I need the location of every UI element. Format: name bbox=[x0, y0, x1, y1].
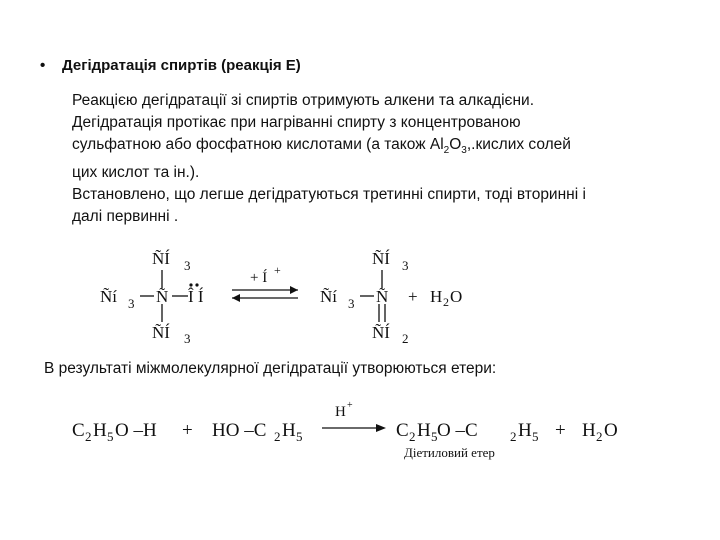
r1-bottom-sub: 3 bbox=[184, 331, 191, 346]
r1-water: H bbox=[430, 287, 443, 306]
r1p-bottom-group: ÑÍ bbox=[372, 323, 390, 342]
r1-left-sub: 3 bbox=[128, 296, 135, 311]
r2-p-h-sub: 5 bbox=[431, 429, 438, 444]
r2-p-c2-sub: 2 bbox=[510, 429, 517, 444]
bullet-icon: • bbox=[40, 57, 46, 74]
r1p-bottom-sub: 2 bbox=[402, 331, 409, 346]
r1-oh: Î Í bbox=[188, 287, 204, 306]
r2-r1-tail: O –H bbox=[115, 420, 157, 441]
r2-water-end: O bbox=[604, 420, 618, 441]
r2-r1-c: C bbox=[72, 420, 85, 441]
para-line: сульфатною або фосфатною кислотами (а також $Al_2O_3,.кислих$ солей bbox=[72, 136, 571, 157]
r1-water-sub: 2 bbox=[443, 295, 449, 309]
r2-r1-h-sub: 5 bbox=[107, 429, 114, 444]
r2-plus2: + bbox=[555, 420, 566, 441]
r1-bottom-group: ÑÍ bbox=[152, 323, 170, 342]
heading-text: Дегідратація спиртів (реакція Е) bbox=[62, 57, 301, 74]
r1p-center: Ñ bbox=[376, 287, 389, 306]
para-line: Встановлено, що легше дегідратуються третинні спирти, тоді вторинні і bbox=[72, 186, 586, 204]
r2-p-h: H bbox=[417, 420, 431, 441]
r1-catalyst-charge: + bbox=[274, 263, 281, 277]
r2-water: H bbox=[582, 420, 596, 441]
r2-product-name: Діетиловий етер bbox=[404, 445, 495, 460]
intermolecular-text: В результаті міжмолекулярної дегідратації утворюються етери: bbox=[44, 360, 497, 377]
para-line: Реакцією дегідратації зі спиртів отримують алкени та алкадієни. bbox=[72, 92, 534, 109]
r2-p-c-sub: 2 bbox=[409, 429, 416, 444]
r2-catalyst-sup: + bbox=[347, 400, 353, 411]
r1p-left-group: Ñí bbox=[320, 287, 337, 306]
r2-p-c: C bbox=[396, 420, 409, 441]
r2-p-h2: H bbox=[518, 420, 532, 441]
r2-water-sub: 2 bbox=[596, 429, 603, 444]
r1-catalyst: + Í bbox=[250, 270, 268, 286]
r1-plus: + bbox=[408, 287, 418, 306]
r1-water-end: O bbox=[450, 287, 463, 306]
r1-left-group: Ñí bbox=[100, 287, 117, 306]
r2-r1-c-sub: 2 bbox=[85, 429, 92, 444]
r2-r2-c-sub: 2 bbox=[274, 429, 281, 444]
r1p-left-sub: 3 bbox=[348, 296, 355, 311]
r2-r2-head: HO –C bbox=[212, 420, 267, 441]
para-line: далі первинні . bbox=[72, 208, 179, 226]
r2-r1-h: H bbox=[93, 420, 107, 441]
r2-p-h2-sub: 5 bbox=[532, 429, 539, 444]
r2-catalyst: H bbox=[335, 404, 346, 420]
para-line: цих кислот та ін.). bbox=[72, 164, 200, 182]
r2-r2-h-sub: 5 bbox=[296, 429, 303, 444]
r2-plus1: + bbox=[182, 420, 193, 441]
r1p-top-group: ÑÍ bbox=[372, 249, 390, 268]
r1p-top-sub: 3 bbox=[402, 258, 409, 273]
r2-arrowhead bbox=[376, 424, 386, 432]
r1-top-sub: 3 bbox=[184, 258, 191, 273]
r2-r2-h: H bbox=[282, 420, 296, 441]
para-line: Дегідратація протікає при нагріванні спирту з концентрованою bbox=[72, 114, 521, 131]
r1-center: Ñ bbox=[156, 287, 169, 306]
r1-top-group: ÑÍ bbox=[152, 249, 170, 268]
r2-p-mid: O –C bbox=[437, 420, 478, 441]
